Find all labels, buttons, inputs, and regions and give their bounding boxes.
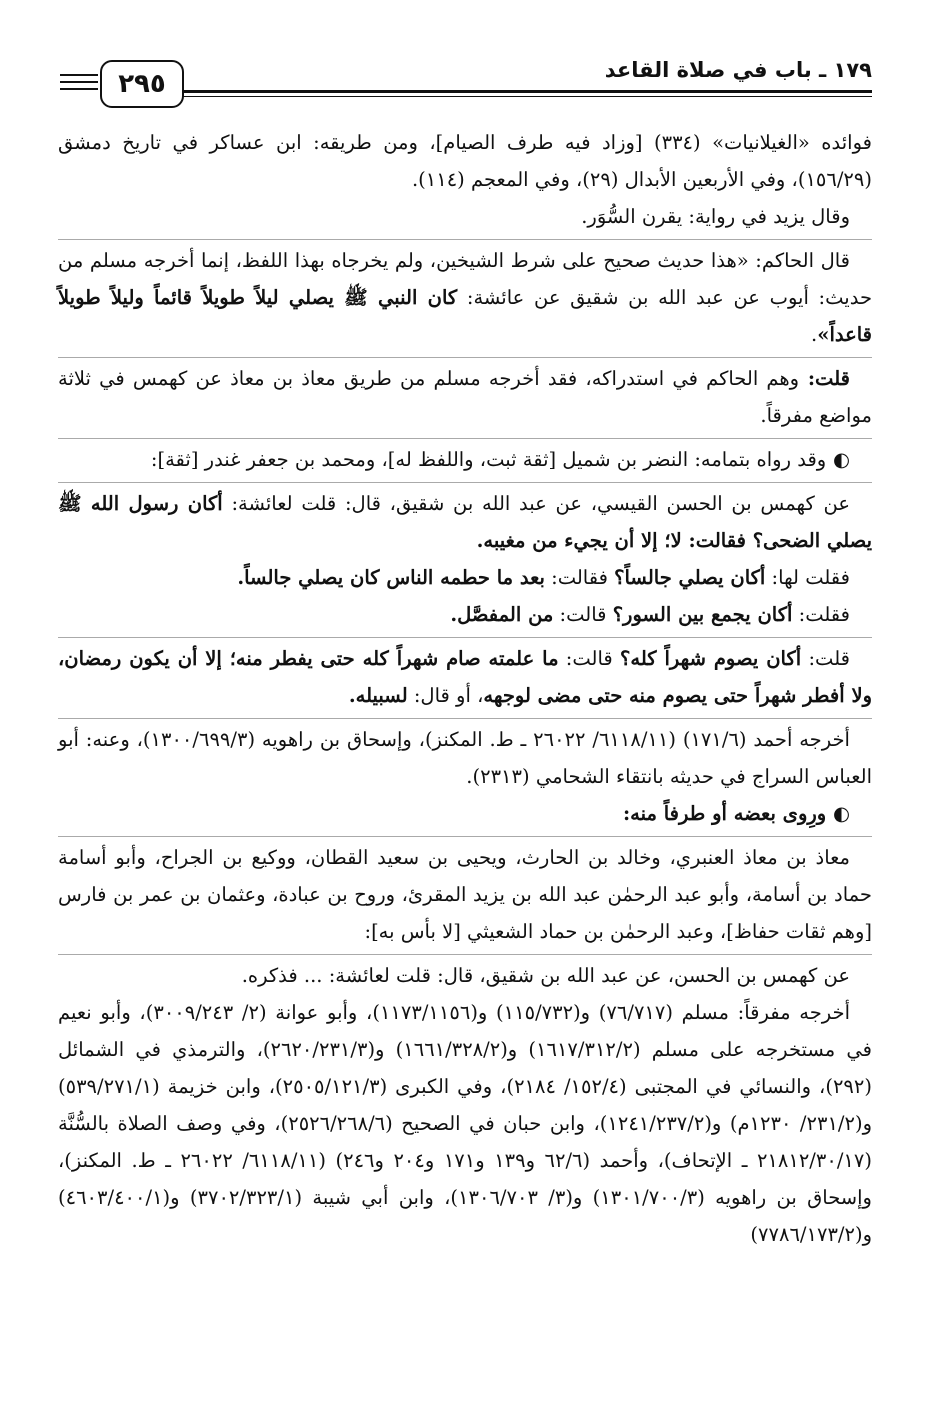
text: فقلت: xyxy=(792,603,850,626)
paragraph xyxy=(58,482,872,559)
text: وقد رواه بتمامه: النضر بن شميل [ثقة ثبت، واللفظ له]، ومحمد بن جعفر غندر [ثقة]: xyxy=(150,448,827,471)
text: أخرجه أحمد (١٧١/٦) (٦١١٨/١١/ ٢٦٠٢٢ ـ ط. المكنز)، وإسحاق بن راهويه (١٣٠٠/٦٩٩/٣)، وعنه: أبو العباس السراج في حديثه بانتقاء الشحامي (٢٣١٣). xyxy=(58,728,872,788)
header-rule xyxy=(180,90,872,93)
paragraph xyxy=(58,954,872,994)
paragraph xyxy=(58,198,872,235)
bold-text: قلت: xyxy=(799,367,850,390)
paragraph xyxy=(58,559,872,596)
paragraph xyxy=(58,438,872,478)
bold-text: لسبيله. xyxy=(348,684,408,707)
paragraph xyxy=(58,836,872,950)
paragraph xyxy=(58,124,872,198)
bold-text: ◐ ورِوى بعضه أو طرفاً منه: xyxy=(622,802,850,825)
text: فوائده «الغيلانيات» (٣٣٤) [وزاد فيه طرف الصيام]، ومن طريقه: ابن عساكر في تاريخ دمشق (١٥٦/٢٩)، وفي الأربعين الأبدال (٢٩)، وفي المعجم (١١٤). xyxy=(58,131,872,191)
text: قالت: xyxy=(553,603,613,626)
text: وهم الحاكم في استدراكه، فقد أخرجه مسلم من طريق معاذ بن معاذ عن كهمس في ثلاثة مواضع مفرقاً. xyxy=(58,367,872,427)
paragraph xyxy=(58,357,872,434)
decorative-lines xyxy=(60,74,98,95)
header-rule-thin xyxy=(180,96,872,97)
bold-text: أكان يجمع بين السور؟ xyxy=(612,603,793,626)
bold-text: من المفصَّل. xyxy=(450,603,554,626)
bold-text: ما علمته صام شهراً كله حتى يفطر منه؛ إلا أن يكون رمضان، ولا أفطر شهراً حتى يصوم منه حتى مضى لوجهه xyxy=(58,647,872,707)
text: قلت: xyxy=(801,647,850,670)
text: فقالت: xyxy=(544,566,615,589)
bold-text: كان النبي ﷺ يصلي ليلاً طويلاً قائماً وليلاً طويلاً قاعداً» xyxy=(58,286,872,346)
text: أخرجه مفرقاً: مسلم (٧٦/٧١٧) و(١١٥/٧٣٢) و(١١٧٣/١١٥٦)، وأبو عوانة (٢/ ٣٠٠٩/٢٤٣)، وأبو نعيم في مستخرجه على مسلم (١٦١٧/٣١٢/٢) و(١٦٦١/٣٢٨/٢) و(٢٦٢٠/٢٣١/٣)، والترمذي في الشمائل (٢٩٢)، والنسائي في المجتبى (١٥٢/٤/ ٢١٨٤)، وفي الكبرى (٢٥٠٥/١٢١/٣)، وابن خزيمة (٥٣٩/٢٧١/١) و(٢٣١/٢/ ١٢٣٠م) و(١٢٤١/٢٣٧/٢)، وابن حبان في الصحيح (٢٥٢٦/٢٦٨/٦)، وفي وصف الصلاة بالسُّنَّة (٢١٨١٢/٣٠/١٧ ـ الإتحاف)، وأحمد (٦٢/٦ و١٣٩ و١٧١ و٢٠٤ و٢٤٦) (٦١١٨/١١/ ٢٦٠٢٢ ـ ط. المكنز)، وإسحاق بن راهويه (١٣٠١/٧٠٠/٣) و(٣/ ١٣٠٦/٧٠٣)، وابن أبي شيبة (٣٧٠٢/٣٢٣/١) و(٤٦٠٣/٤٠٠/١) و(٧٧٨٦/١٧٣/٢) xyxy=(58,1001,873,1246)
bold-text: أكان رسول الله ﷺ يصلي الضحى؟ فقالت: لا؛ إلا أن يجيء من مغيبه. xyxy=(58,492,872,552)
text: عن كهمس بن الحسن القيسي، عن عبد الله بن شقيق، قال: قلت لعائشة: xyxy=(222,492,850,515)
paragraph xyxy=(58,239,872,353)
page-number: ٢٩٥ xyxy=(100,60,184,108)
paragraph xyxy=(58,994,872,1253)
page-header xyxy=(60,40,872,112)
bold-text: أكان يصوم شهراً كله؟ xyxy=(620,647,802,670)
page-body xyxy=(58,124,872,1368)
bold-text: أكان يصلي جالساً؟ xyxy=(614,566,766,589)
bold-text: ◐ xyxy=(826,448,850,471)
text: قالت: xyxy=(558,647,621,670)
paragraph xyxy=(58,718,872,795)
bold-text: بعد ما حطمه الناس كان يصلي جالساً. xyxy=(237,566,545,589)
text: معاذ بن معاذ العنبري، وخالد بن الحارث، ويحيى بن سعيد القطان، ووكيع بن الجراح، وأبو أسامة حماد بن أسامة، وأبو عبد الرحمٰن عبد الله بن يزيد المقرئ، وروح بن عبادة، وعثمان بن عمر بن فارس [وهم ثقات حفاظ]، وعبد الرحمٰن بن حماد الشعيثي [لا بأس به]: xyxy=(58,846,872,943)
paragraph xyxy=(58,637,872,714)
paragraph xyxy=(58,596,872,633)
text: عن كهمس بن الحسن، عن عبد الله بن شقيق، قال: قلت لعائشة: ... فذكره. xyxy=(241,964,850,987)
text: . xyxy=(811,323,818,346)
chapter-title: ١٧٩ ـ باب في صلاة القاعد xyxy=(604,58,872,82)
paragraph xyxy=(58,795,872,832)
text: قال الحاكم: «هذا حديث صحيح على شرط الشيخين، ولم يخرجاه بهذا اللفظ، إنما أخرجه مسلم من حديث: أيوب عن عبد الله بن شقيق عن عائشة: xyxy=(58,249,872,309)
text: ، أو قال: xyxy=(407,684,484,707)
text: فقلت لها: xyxy=(765,566,850,589)
text: وقال يزيد في رواية: يقرن السُّوَر. xyxy=(581,205,850,228)
